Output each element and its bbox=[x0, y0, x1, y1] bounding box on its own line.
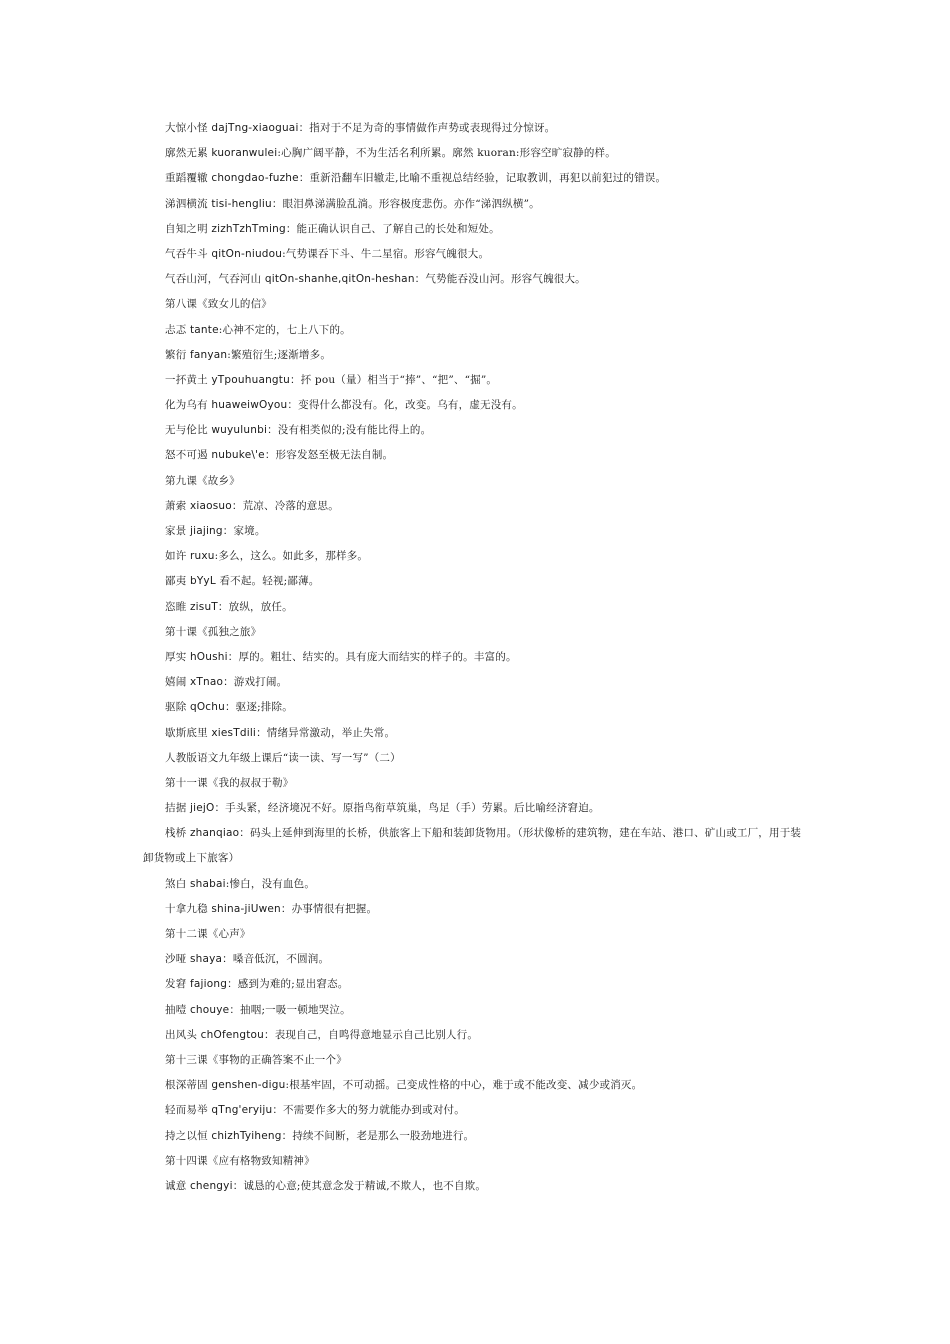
vocab-pinyin: wuyulunbi bbox=[211, 424, 268, 437]
vocab-term: 轻而易举 bbox=[165, 1104, 208, 1117]
vocab-term: 持之以恒 bbox=[165, 1129, 208, 1142]
vocab-definition: ：荒凉、冷落的意思。 bbox=[231, 499, 339, 512]
lesson-title: 第八课《致女儿的信》 bbox=[165, 298, 272, 311]
vocab-definition: :多么，这么。如此多，那样多。 bbox=[214, 550, 369, 563]
vocab-definition: ：驱逐;排除。 bbox=[224, 701, 293, 714]
vocab-pinyin: zisuT bbox=[189, 600, 218, 613]
vocab-entry bbox=[143, 670, 803, 695]
vocab-entry bbox=[143, 217, 803, 242]
vocab-term: 出风头 bbox=[165, 1028, 198, 1041]
vocab-definition: ：诚恳的心意;使其意念发于精诚,不欺人，也不自欺。 bbox=[232, 1179, 487, 1192]
vocab-entry bbox=[143, 796, 803, 821]
vocab-definition: ：游戏打闹。 bbox=[223, 676, 288, 689]
vocab-term: 廓然无累 bbox=[165, 147, 208, 160]
vocab-term: 重蹈覆辙 bbox=[165, 172, 208, 185]
vocab-entry bbox=[143, 1124, 803, 1149]
vocab-term: 气吞牛斗 bbox=[165, 247, 208, 260]
vocab-definition: ：气势能吞没山河。形容气魄很大。 bbox=[414, 273, 586, 286]
vocab-entry-wrapped bbox=[143, 821, 803, 871]
vocab-entry bbox=[143, 418, 803, 443]
vocab-pinyin: tante bbox=[189, 323, 219, 336]
vocab-definition: :心神不定的，七上八下的。 bbox=[218, 323, 351, 336]
vocab-entry bbox=[143, 519, 803, 544]
vocab-entry bbox=[143, 368, 803, 393]
vocab-pinyin: xTnao bbox=[189, 676, 224, 689]
vocab-term: 根深蒂固 bbox=[165, 1079, 208, 1092]
vocab-term: 忐忑 bbox=[165, 323, 187, 336]
vocab-definition: :根基牢固，不可动摇。己变成性格的中心，难于或不能改变、减少或消灭。 bbox=[285, 1079, 643, 1092]
vocab-definition: :繁殖衍生;逐渐增多。 bbox=[227, 348, 332, 361]
vocab-term: 栈桥 bbox=[165, 827, 187, 840]
vocab-definition: ：抽咽;一吸一顿地哭泣。 bbox=[229, 1003, 351, 1016]
vocab-pinyin: hOushi bbox=[189, 650, 228, 663]
vocab-pinyin: qitOn-niudou bbox=[211, 247, 283, 260]
vocab-pinyin: chongdao-fuzhe bbox=[211, 172, 299, 185]
vocab-pinyin: ruxu bbox=[189, 550, 215, 563]
lesson-title: 第十一课《我的叔叔于勒》 bbox=[165, 776, 294, 789]
vocab-pinyin: tisi-hengliu bbox=[211, 197, 272, 210]
vocab-definition: ：感到为难的;显出窘态。 bbox=[227, 978, 349, 991]
vocab-pinyin: huaweiwOyou bbox=[211, 399, 288, 412]
vocab-entry bbox=[143, 721, 803, 746]
vocab-pinyin: shina-jiUwen bbox=[211, 902, 281, 915]
vocab-pinyin: jiajing bbox=[189, 525, 223, 537]
vocab-definition: ：码头上延伸到海里的长桥，供旅客上下船和装卸货物用。（形状像桥的建筑物，建在车站、港口、矿山或工厂，用于装卸货物或上下旅客） bbox=[143, 827, 802, 865]
vocab-definition: ：能正确认识自己、了解自己的长处和短处。 bbox=[285, 222, 500, 235]
vocab-term: 厚实 bbox=[165, 650, 187, 663]
vocab-pinyin: xiaosuo bbox=[189, 499, 232, 512]
document-body bbox=[143, 116, 803, 1199]
vocab-pinyin: chizhTyiheng bbox=[211, 1129, 282, 1142]
vocab-term: 大惊小怪 bbox=[165, 122, 208, 134]
vocab-definition: ：情绪异常激动，举止失常。 bbox=[256, 726, 396, 739]
vocab-definition: ：嗓音低沉，不圆润。 bbox=[222, 953, 330, 966]
lesson-title: 人教版语文九年级上课后“读一读、写一写”（二） bbox=[165, 751, 401, 764]
vocab-definition: ：放纵，放任。 bbox=[217, 600, 293, 613]
vocab-term: 拮据 bbox=[165, 802, 187, 815]
vocab-definition: ：眼泪鼻涕满脸乱淌。形容极度悲伤。亦作“涕泗纵横”。 bbox=[271, 197, 540, 210]
vocab-pinyin: shabai bbox=[189, 877, 226, 890]
vocab-term: 嬉闹 bbox=[165, 676, 187, 689]
vocab-entry bbox=[143, 393, 803, 418]
vocab-entry bbox=[143, 544, 803, 569]
vocab-pinyin: yTpouhuangtu bbox=[211, 373, 290, 386]
vocab-entry bbox=[143, 1023, 803, 1048]
vocab-pinyin: shaya bbox=[189, 953, 223, 966]
vocab-term: 如许 bbox=[165, 550, 187, 563]
vocab-term: 家景 bbox=[165, 525, 187, 537]
vocab-term: 怒不可遏 bbox=[165, 449, 208, 462]
vocab-entry bbox=[143, 443, 803, 468]
vocab-term: 自知之明 bbox=[165, 222, 208, 235]
vocab-definition: ：变得什么都没有。化，改变。乌有，虚无没有。 bbox=[287, 399, 523, 412]
vocab-entry bbox=[143, 947, 803, 972]
vocab-entry bbox=[143, 595, 803, 620]
vocab-definition: ：持续不间断，老是那么一股劲地进行。 bbox=[281, 1129, 475, 1142]
vocab-term: 化为乌有 bbox=[165, 399, 208, 412]
vocab-entry bbox=[143, 192, 803, 217]
vocab-pinyin: fajiong bbox=[189, 978, 228, 991]
vocab-pinyin: dajTng-xiaoguai bbox=[211, 122, 299, 134]
vocab-pinyin: kuoranwulei bbox=[211, 147, 278, 160]
vocab-pinyin: qOchu bbox=[189, 701, 225, 714]
vocab-entry bbox=[143, 569, 803, 594]
vocab-entry bbox=[143, 267, 803, 292]
vocab-definition: ：办事情很有把握。 bbox=[280, 902, 378, 915]
vocab-term: 歇斯底里 bbox=[165, 726, 208, 739]
vocab-term: 发窘 bbox=[165, 978, 187, 991]
vocab-pinyin: chouye bbox=[189, 1003, 230, 1016]
vocab-pinyin: bYyL bbox=[189, 575, 216, 588]
vocab-term: 驱除 bbox=[165, 701, 187, 714]
vocab-entry bbox=[143, 242, 803, 267]
vocab-entry bbox=[143, 1098, 803, 1123]
vocab-term: 沙哑 bbox=[165, 953, 187, 966]
vocab-definition: ：不需要作多大的努力就能办到或对付。 bbox=[272, 1104, 465, 1117]
vocab-definition: :惨白，没有血色。 bbox=[225, 877, 316, 890]
vocab-entry bbox=[143, 141, 803, 166]
vocab-entry bbox=[143, 166, 803, 191]
vocab-definition: ：形容发怒至极无法自制。 bbox=[264, 449, 394, 462]
vocab-entry bbox=[143, 116, 803, 141]
vocab-definition: ：没有相类似的;没有能比得上的。 bbox=[267, 424, 432, 437]
vocab-term: 鄙夷 bbox=[165, 575, 187, 588]
vocab-pinyin: zizhTzhTming bbox=[211, 222, 286, 235]
vocab-pinyin: nubuke\'e bbox=[211, 449, 265, 462]
vocab-entry bbox=[143, 1073, 803, 1098]
vocab-definition: :心胸广阔平静，不为生活名利所累。廓然 kuoran:形容空旷寂静的样。 bbox=[277, 147, 616, 160]
lesson-title: 第十四课《应有格物致知精神》 bbox=[165, 1154, 315, 1167]
vocab-definition: ：家境。 bbox=[222, 525, 266, 537]
vocab-definition: ：抔 pou（量）相当于“捧”、“把”、“掘”。 bbox=[289, 373, 498, 386]
vocab-definition: ：手头紧，经济境况不好。原指鸟衔草筑巢，鸟足（手）劳累。后比喻经济窘迫。 bbox=[214, 802, 600, 815]
vocab-entry bbox=[143, 343, 803, 368]
vocab-term: 诚意 bbox=[165, 1179, 187, 1192]
vocab-definition: ：表现自己，自鸣得意地显示自己比别人行。 bbox=[264, 1028, 479, 1041]
vocab-definition: :气势课吞下斗、牛二星宿。形容气魄很大。 bbox=[282, 247, 490, 260]
vocab-definition: ：厚的。粗壮、结实的。具有庞大而结实的样子的。丰富的。 bbox=[227, 650, 517, 663]
vocab-term: 繁衍 bbox=[165, 348, 187, 361]
vocab-pinyin: qTng'eryiju bbox=[211, 1104, 273, 1117]
vocab-pinyin: chOfengtou bbox=[200, 1028, 265, 1041]
vocab-entry bbox=[143, 1174, 803, 1199]
vocab-pinyin: zhanqiao bbox=[189, 827, 240, 840]
vocab-entry bbox=[143, 695, 803, 720]
vocab-definition: 看不起。轻视;鄙薄。 bbox=[215, 575, 320, 588]
vocab-definition: ：重新沿翻车旧辙走,比喻不重视总结经验，记取教训，再犯以前犯过的错误。 bbox=[298, 172, 667, 185]
vocab-term: 抽噎 bbox=[165, 1003, 187, 1016]
vocab-term: 无与伦比 bbox=[165, 424, 208, 437]
vocab-term: 一抔黄土 bbox=[165, 373, 208, 386]
vocab-term: 萧索 bbox=[165, 499, 187, 512]
vocab-pinyin: jiejO bbox=[189, 802, 215, 815]
lesson-title: 第十三课《事物的正确答案不止一个》 bbox=[165, 1053, 347, 1066]
vocab-pinyin: xiesTdili bbox=[211, 726, 257, 739]
vocab-entry bbox=[143, 872, 803, 897]
vocab-term: 气吞山河，气吞河山 bbox=[165, 273, 262, 286]
lesson-title: 第九课《故乡》 bbox=[165, 474, 240, 487]
vocab-entry bbox=[143, 897, 803, 922]
vocab-pinyin: genshen-digu bbox=[211, 1079, 286, 1092]
vocab-pinyin: fanyan bbox=[189, 348, 228, 361]
vocab-term: 煞白 bbox=[165, 877, 187, 890]
vocab-entry bbox=[143, 645, 803, 670]
vocab-term: 涕泗横流 bbox=[165, 197, 208, 210]
vocab-entry bbox=[143, 998, 803, 1023]
vocab-term: 十拿九稳 bbox=[165, 902, 208, 915]
vocab-entry bbox=[143, 972, 803, 997]
vocab-term: 恣睢 bbox=[165, 600, 187, 613]
vocab-definition: ：指对于不足为奇的事情做作声势或表现得过分惊讶。 bbox=[298, 122, 556, 134]
vocab-entry bbox=[143, 318, 803, 343]
lesson-title: 第十二课《心声》 bbox=[165, 928, 251, 941]
lesson-title: 第十课《孤独之旅》 bbox=[165, 625, 262, 638]
vocab-entry bbox=[143, 494, 803, 519]
vocab-pinyin: chengyi bbox=[189, 1179, 233, 1192]
vocab-pinyin: qitOn-shanhe,qitOn-heshan bbox=[264, 273, 415, 286]
